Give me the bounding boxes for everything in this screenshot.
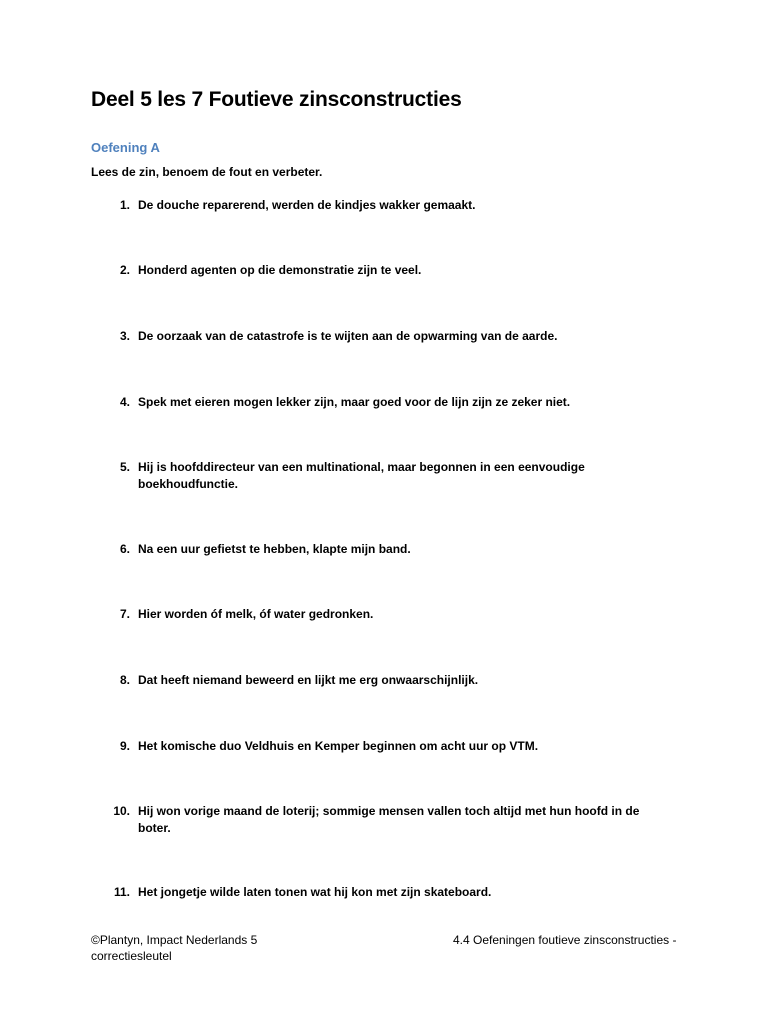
exercise-item — [108, 606, 668, 623]
exercise-text: Hij is hoofddirecteur van een multinational, maar begonnen in een eenvoudige boekhoudfunctie. — [138, 460, 585, 491]
exercise-number: 4. — [119, 395, 130, 409]
exercise-item — [108, 262, 668, 279]
exercise-text: Spek met eieren mogen lekker zijn, maar goed voor de lijn zijn ze zeker niet. — [138, 395, 571, 409]
exercise-number: 1. — [119, 198, 130, 212]
exercise-item — [108, 884, 668, 901]
exercise-item — [108, 459, 668, 493]
exercise-text: Na een uur gefietst te hebben, klapte mijn band. — [138, 542, 411, 556]
exercise-item — [108, 672, 668, 689]
exercise-text: De oorzaak van de catastrofe is te wijten aan de opwarming van de aarde. — [138, 329, 558, 343]
exercise-number: 6. — [119, 542, 130, 556]
exercise-item — [108, 394, 668, 411]
exercise-item — [108, 803, 668, 837]
exercise-text: Hij won vorige maand de loterij; sommige mensen vallen toch altijd met hun hoofd in de boter. — [138, 804, 640, 835]
exercise-item — [108, 197, 668, 214]
exercise-item — [108, 328, 668, 345]
exercise-item — [108, 738, 668, 755]
exercise-number: 5. — [119, 460, 130, 474]
exercise-number: 10. — [113, 804, 130, 818]
exercise-number: 8. — [119, 673, 130, 687]
exercise-text: Honderd agenten op die demonstratie zijn te veel. — [138, 263, 422, 277]
instruction-text: Lees de zin, benoem de fout en verbeter. — [91, 165, 323, 179]
exercise-text: Het jongetje wilde laten tonen wat hij kon met zijn skateboard. — [138, 885, 492, 899]
exercise-number: 3. — [119, 329, 130, 343]
exercise-number: 2. — [119, 263, 130, 277]
exercise-number: 11. — [113, 885, 130, 899]
exercise-number: 7. — [119, 607, 130, 621]
footer-copyright: ©Plantyn, Impact Nederlands 5 correctiesleutel — [91, 933, 258, 963]
exercise-text: De douche reparerend, werden de kindjes wakker gemaakt. — [138, 198, 476, 212]
exercise-item — [108, 541, 668, 558]
page-title: Deel 5 les 7 Foutieve zinsconstructies — [91, 88, 462, 111]
exercise-text: Dat heeft niemand beweerd en lijkt me erg onwaarschijnlijk. — [138, 673, 479, 687]
exercise-text: Het komische duo Veldhuis en Kemper beginnen om acht uur op VTM. — [138, 739, 539, 753]
section-heading: Oefening A — [91, 140, 160, 155]
footer-document-title: 4.4 Oefeningen foutieve zinsconstructies - — [453, 933, 677, 947]
exercise-number: 9. — [119, 739, 130, 753]
exercise-text: Hier worden óf melk, óf water gedronken. — [138, 607, 374, 621]
